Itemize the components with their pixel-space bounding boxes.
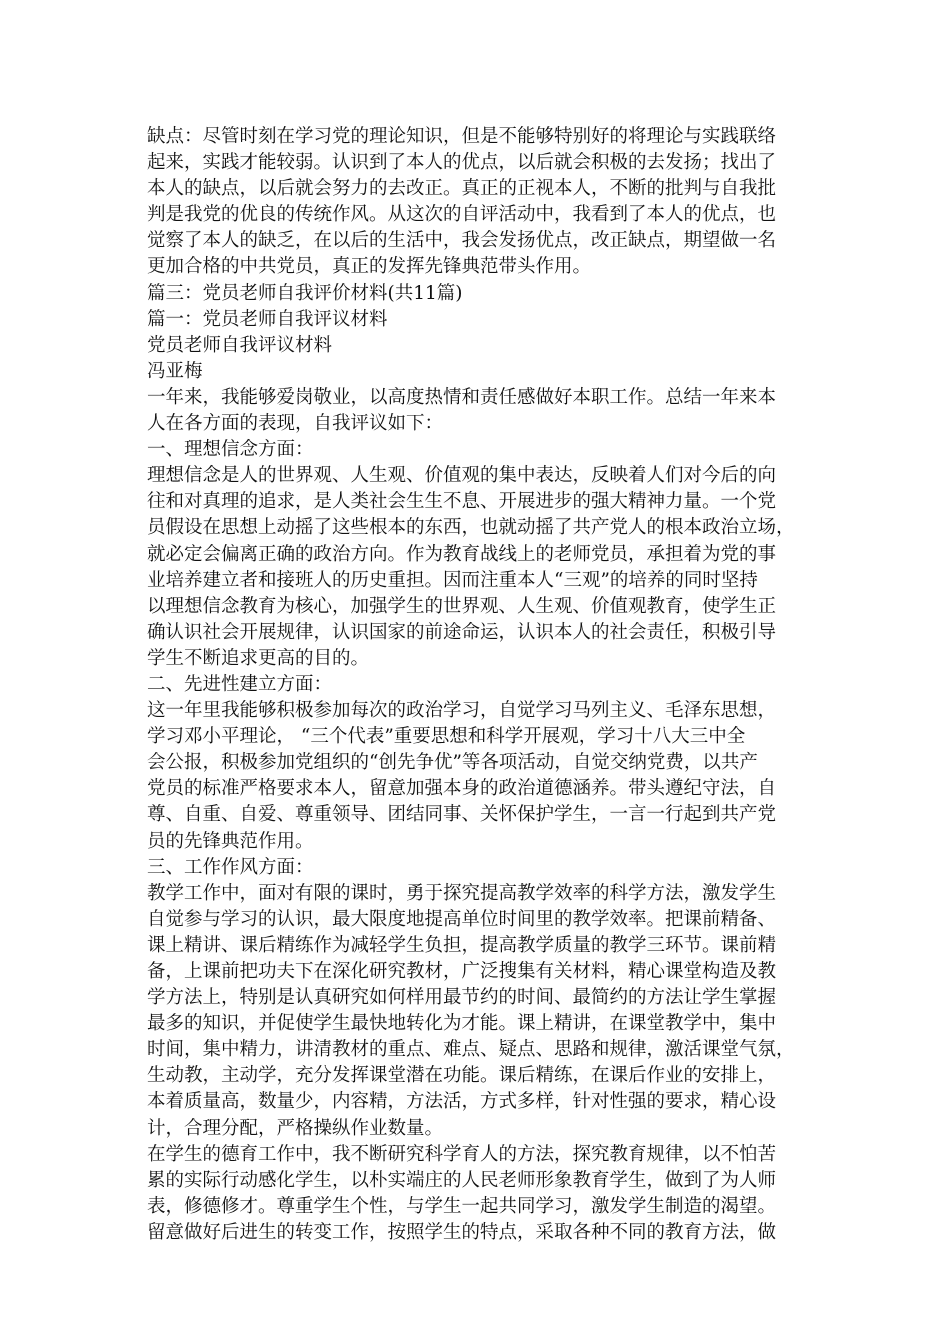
text-line: 以理想信念教育为核心，加强学生的世界观、人生观、价值观教育，使学生正: [147, 595, 777, 617]
section-heading: 篇一：党员老师自我评议材料: [147, 308, 388, 330]
text-line: 一年来，我能够爱岗敬业，以高度热情和责任感做好本职工作。总结一年来本: [147, 386, 777, 408]
text-line: 表，修德修才。尊重学生个性，与学生一起共同学习，激发学生制造的渴望。: [147, 1195, 777, 1217]
text-line: 员的先锋典范作用。: [147, 830, 314, 852]
text-line: 员假设在思想上动摇了这些根本的东西，也就动摇了共产党人的根本政治立场，: [147, 517, 795, 539]
text-line: 自觉参与学习的认识，最大限度地提高单位时间里的教学效率。把课前精备、: [147, 908, 777, 930]
section-heading: 一、理想信念方面：: [147, 439, 314, 461]
text-line: 学生不断追求更高的目的。: [147, 647, 370, 669]
document-title: 党员老师自我评议材料: [147, 334, 333, 356]
section-heading: 三、工作作风方面：: [147, 856, 314, 878]
text-line: 尊、自重、自爱、尊重领导、团结同事、关怀保护学生，一言一行起到共产党: [147, 804, 777, 826]
text-line: 备，上课前把功夫下在深化研究教材，广泛搜集有关材料，精心课堂构造及教: [147, 961, 777, 982]
section-heading: 二、先进性建立方面：: [147, 673, 333, 695]
text-line: 最多的知识，并促使学生最快地转化为才能。课上精讲，在课堂教学中，集中: [147, 1013, 777, 1035]
text-line: 觉察了本人的缺乏，在以后的生活中，我会发扬优点，改正缺点，期望做一名: [147, 230, 777, 252]
text-line: 业培养建立者和接班人的历史重担。因而注重本人“三观”的培养的同时坚持: [147, 569, 758, 591]
text-line: 留意做好后进生的转变工作，按照学生的特点，采取各种不同的教育方法，做: [147, 1221, 777, 1243]
text-line: 时间，集中精力，讲清教材的重点、难点、疑点、思路和规律，激活课堂气氛，: [147, 1039, 795, 1061]
text-line: 累的实际行动感化学生，以朴实端庄的人民老师形象教育学生，做到了为人师: [147, 1169, 777, 1191]
text-line: 在学生的德育工作中，我不断研究科学育人的方法，探究教育规律，以不怕苦: [147, 1143, 777, 1165]
text-line: 缺点：尽管时刻在学习党的理论知识，但是不能够特别好的将理论与实践联络: [147, 126, 777, 147]
text-line: 往和对真理的追求，是人类社会生生不息、开展进步的强大精神力量。一个党: [147, 491, 777, 513]
text-line: 本人的缺点，以后就会努力的去改正。真正的正视本人，不断的批判与自我批: [147, 178, 777, 200]
text-line: 确认识社会开展规律，认识国家的前途命运，认识本人的社会责任，积极引导: [147, 621, 777, 643]
text-line: 人在各方面的表现，自我评议如下：: [147, 413, 444, 435]
text-line: 这一年里我能够积极参加每次的政治学习，自觉学习马列主义、毛泽东思想，: [147, 700, 777, 722]
section-heading: 篇三：党员老师自我评价材料(共11篇): [147, 282, 463, 304]
text-line: 起来，实践才能较弱。认识到了本人的优点，以后就会积极的去发扬；找出了: [147, 152, 777, 174]
text-line: 会公报，积极参加党组织的“创先争优”等各项活动，自觉交纳党费，以共产: [147, 752, 758, 774]
text-line: 本着质量高，数量少，内容精，方法活，方式多样，针对性强的要求，精心设: [147, 1091, 777, 1113]
text-line: 教学工作中，面对有限的课时，勇于探究提高教学效率的科学方法，激发学生: [147, 882, 777, 904]
text-line: 计，合理分配，严格操纵作业数量。: [147, 1117, 444, 1139]
text-line: 生动教，主动学，充分发挥课堂潜在功能。课后精练，在课后作业的安排上，: [147, 1065, 777, 1087]
text-line: 判是我党的优良的传统作风。从这次的自评活动中，我看到了本人的优点，也: [147, 204, 777, 226]
author-name: 冯亚梅: [147, 360, 203, 382]
text-line: 更加合格的中共党员，真正的发挥先锋典范带头作用。: [147, 256, 592, 278]
text-line: 党员的标准严格要求本人，留意加强本身的政治道德涵养。带头遵纪守法，自: [147, 778, 777, 800]
document-body: [147, 124, 807, 1246]
text-line: 学方法上，特别是认真研究如何样用最节约的时间、最简约的方法让学生掌握: [147, 987, 777, 1009]
text-line: 理想信念是人的世界观、人生观、价值观的集中表达，反映着人们对今后的向: [147, 465, 777, 487]
text-line: 学习邓小平理论， “三个代表”重要思想和科学开展观，学习十八大三中全: [147, 726, 746, 748]
text-line: 就必定会偏离正确的政治方向。作为教育战线上的老师党员，承担着为党的事: [147, 543, 777, 565]
text-line: 课上精讲、课后精练作为减轻学生负担，提高教学质量的教学三环节。课前精: [147, 934, 777, 956]
